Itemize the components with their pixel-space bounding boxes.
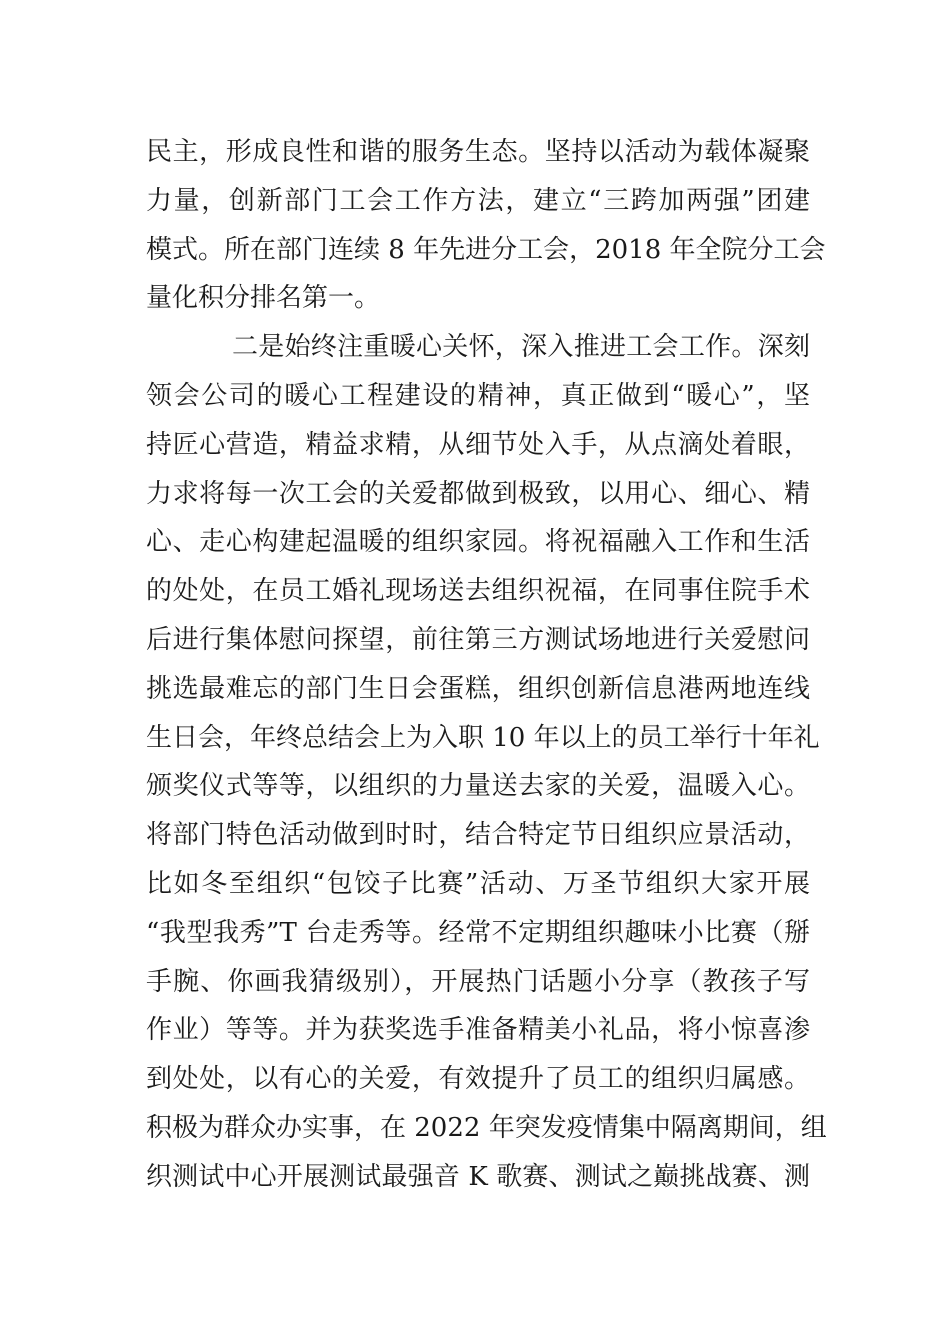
text-line: 模式。所在部门连续 8 年先进分工会，2018 年全院分工会 [146, 234, 826, 265]
text-line: 量化积分排名第一。 [146, 283, 381, 314]
text-line: 力求将每一次工会的关爱都做到极致，以用心、细心、精 [146, 478, 810, 509]
text-line: 心、走心构建起温暖的组织家园。将祝福融入工作和生活 [146, 527, 810, 558]
text-line: 力量，创新部门工会工作方法，建立“三跨加两强”团建 [146, 185, 810, 216]
text-line: 手腕、你画我猜级别），开展热门话题小分享（教孩子写 [146, 966, 810, 997]
text-line: 到处处，以有心的关爱，有效提升了员工的组织归属感。 [146, 1064, 810, 1095]
text-line: 挑选最难忘的部门生日会蛋糕，组织创新信息港两地连线 [146, 673, 810, 704]
text-line: 领会公司的暖心工程建设的精神，真正做到“暖心”，坚 [146, 380, 810, 411]
text-line: 积极为群众办实事，在 2022 年突发疫情集中隔离期间，组 [146, 1112, 827, 1143]
text-line: 将部门特色活动做到时时，结合特定节日组织应景活动， [146, 820, 810, 851]
text-line: 颁奖仪式等等，以组织的力量送去家的关爱，温暖入心。 [146, 771, 810, 802]
text-line: 比如冬至组织“包饺子比赛”活动、万圣节组织大家开展 [146, 868, 810, 899]
text-line: 织测试中心开展测试最强音 K 歌赛、测试之巅挑战赛、测 [146, 1161, 810, 1192]
text-line: “我型我秀”T 台走秀等。经常不定期组织趣味小比赛（掰 [146, 917, 810, 948]
text-line: 作业）等等。并为获奖选手准备精美小礼品，将小惊喜渗 [146, 1015, 810, 1046]
paragraph-start-line: 二是始终注重暖心关怀，深入推进工会工作。深刻 [232, 332, 810, 363]
text-line: 的处处，在员工婚礼现场送去组织祝福，在同事住院手术 [146, 576, 810, 607]
text-line: 后进行集体慰问探望，前往第三方测试场地进行关爱慰问 [146, 624, 810, 655]
text-line: 民主，形成良性和谐的服务生态。坚持以活动为载体凝聚 [146, 137, 810, 167]
text-line: 生日会，年终总结会上为入职 10 年以上的员工举行十年礼 [146, 722, 820, 753]
text-line: 持匠心营造，精益求精，从细节处入手，从点滴处着眼， [146, 429, 810, 460]
document-body [146, 128, 827, 1202]
